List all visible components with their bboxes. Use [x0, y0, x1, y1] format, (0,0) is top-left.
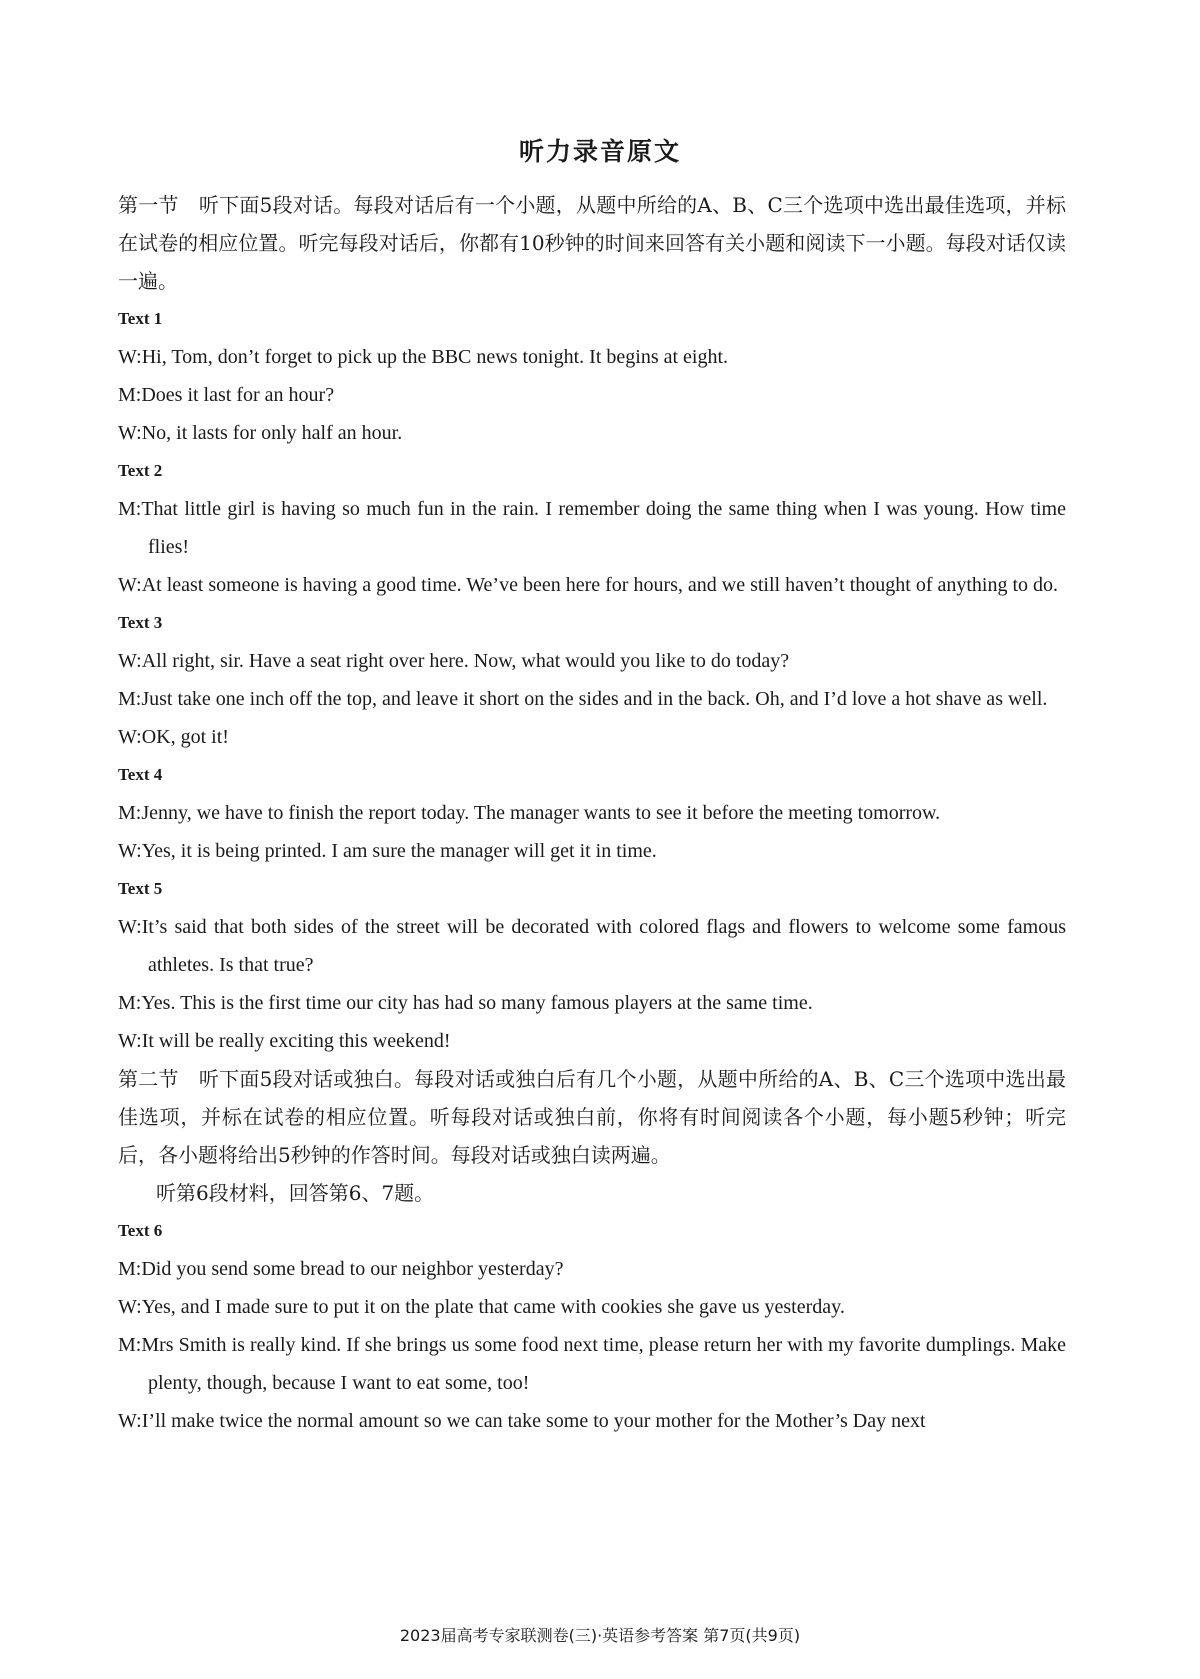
text-label: Text 2 [118, 461, 163, 480]
section2-instruction: 第二节 听下面5段对话或独白。每段对话或独白后有几个小题，从题中所给的A、B、C三个选项中选出最佳选项，并标在试卷的相应位置。听每段对话或独白前，你将有时间阅读各个小题，每小题5秒钟；听完后，各小题将给出5秒钟的作答时间。每段对话或独白读两遍。 [118, 1067, 1066, 1167]
dialogue-line: W:Yes, it is being printed. I am sure the manager will get it in time. [118, 840, 657, 862]
dialogue-line: W:All right, sir. Have a seat right over here. Now, what would you like to do today? [118, 650, 790, 672]
text-label: Text 6 [118, 1221, 163, 1240]
dialogue-line: M:Does it last for an hour? [118, 384, 335, 406]
text-label: Text 1 [118, 309, 163, 328]
dialogue-line: W:It’s said that both sides of the street will be decorated with colored flags and flowers to welcome some famous athletes. Is that true? [118, 916, 1066, 976]
text-label: Text 3 [118, 613, 163, 632]
dialogue-line: W:OK, got it! [118, 726, 229, 748]
text-label: Text 5 [118, 879, 163, 898]
dialogue-line: W:No, it lasts for only half an hour. [118, 422, 403, 444]
dialogue-line: W:At least someone is having a good time. We’ve been here for hours, and we still haven’t thought of anything to do. [118, 574, 1059, 596]
dialogue-line: M:Just take one inch off the top, and leave it short on the sides and in the back. Oh, and I’d love a hot shave as well. [118, 688, 1048, 710]
dialogue-line: W:I’ll make twice the normal amount so we can take some to your mother for the Mother’s Day next [118, 1410, 926, 1432]
dialogue-line: M:That little girl is having so much fun in the rain. I remember doing the same thing when I was young. How time flies! [118, 498, 1066, 558]
dialogue-line: M:Yes. This is the first time our city has had so many famous players at the same time. [118, 992, 813, 1014]
section1-instruction: 第一节 听下面5段对话。每段对话后有一个小题，从题中所给的A、B、C三个选项中选出最佳选项，并标在试卷的相应位置。听完每段对话后，你都有10秒钟的时间来回答有关小题和阅读下一小题。每段对话仅读一遍。 [118, 193, 1066, 293]
dialogue-line: W:Yes, and I made sure to put it on the plate that came with cookies she gave us yesterday. [118, 1296, 845, 1318]
dialogue-line: M:Mrs Smith is really kind. If she brings us some food next time, please return her with my favorite dumplings. Make plenty, though, because I want to eat some, too! [118, 1334, 1066, 1394]
text-label: Text 4 [118, 765, 163, 784]
transcript-body [118, 186, 1066, 1440]
page-footer: 2023届高考专家联测卷(三)·英语参考答案 第7页(共9页) [399, 1626, 801, 1645]
dialogue-line: W:Hi, Tom, don’t forget to pick up the BBC news tonight. It begins at eight. [118, 346, 729, 368]
dialogue-line: M:Did you send some bread to our neighbor yesterday? [118, 1258, 564, 1280]
dialogue-line: W:It will be really exciting this weekend! [118, 1030, 451, 1052]
section2-note: 听第6段材料，回答第6、7题。 [156, 1181, 435, 1205]
page-title: 听力录音原文 [518, 137, 681, 166]
dialogue-line: M:Jenny, we have to finish the report today. The manager wants to see it before the meeting tomorrow. [118, 802, 941, 824]
